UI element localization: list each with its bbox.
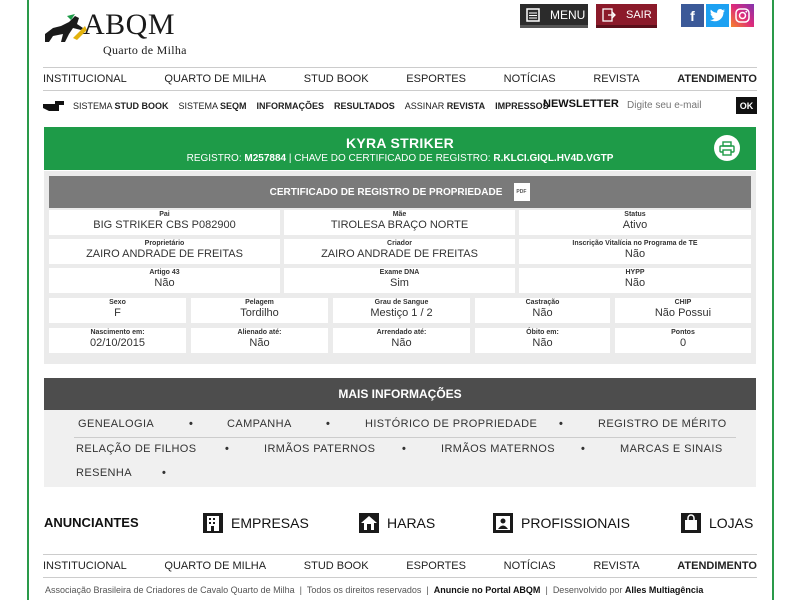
footer-dev-link[interactable]: Alles Multiagência [624, 585, 704, 595]
nav-stud-book[interactable]: STUD BOOK [303, 73, 369, 85]
footer-copy: Associação Brasileira de Criadores de Cavalo Quarto de Milha [45, 585, 295, 595]
advertiser-empresas[interactable] [203, 513, 309, 533]
logout-label: SAIR [626, 8, 652, 21]
field-label: Criador [387, 240, 412, 247]
advertiser-label: LOJAS [709, 515, 754, 531]
link-relacao-filhos[interactable]: RELAÇÃO DE FILHOS [76, 443, 197, 455]
field-label: Arrendado até: [376, 329, 427, 336]
separator-dot: • [189, 418, 193, 430]
separator-dot: • [581, 443, 585, 455]
nav-institucional[interactable]: INSTITUCIONAL [43, 73, 127, 85]
field-status [519, 210, 751, 235]
subnav-bold: RESULTADOS [334, 101, 395, 111]
field-value: Não [391, 337, 412, 349]
field-value: Não [624, 248, 646, 260]
field-label: HYPP [625, 269, 645, 276]
subnav-sistema-stud-book[interactable] [73, 101, 169, 111]
field-label: Artigo 43 [149, 269, 180, 276]
logo-subtitle: Quarto de Milha [103, 43, 187, 57]
links-divider [74, 437, 736, 438]
pointing-hand-icon [43, 100, 65, 112]
professional-icon [493, 513, 513, 533]
chave-value: R.KLCI.GIQL.HV4D.VGTP [493, 153, 614, 164]
nav-atendimento[interactable]: ATENDIMENTO [677, 73, 757, 85]
link-irmaos-paternos[interactable]: IRMÃOS PATERNOS [264, 443, 376, 455]
subnav-assinar-revista[interactable] [405, 101, 485, 111]
nav-revista[interactable]: REVISTA [593, 560, 640, 572]
field-label: Proprietário [144, 240, 185, 247]
field-criador [284, 239, 515, 264]
field-exame-dna [284, 268, 515, 293]
building-icon [203, 513, 223, 533]
link-irmaos-maternos[interactable]: IRMÃOS MATERNOS [441, 443, 555, 455]
field-pelagem [191, 298, 328, 323]
footer-separator: | [426, 585, 429, 595]
nav-quarto-de-milha[interactable]: QUARTO DE MILHA [164, 560, 267, 572]
field-arrendado [333, 328, 470, 353]
field-proprietario [49, 239, 280, 264]
nav-esportes[interactable]: ESPORTES [406, 73, 466, 85]
footer-nav [43, 554, 757, 578]
pdf-download-icon[interactable] [514, 183, 530, 201]
field-label: Mãe [392, 211, 407, 218]
field-grau-de-sangue [333, 298, 470, 323]
field-label: Grau de Sangue [374, 299, 429, 306]
field-label: Pontos [671, 329, 695, 336]
logo-brand: ABQM [83, 8, 176, 41]
logout-button[interactable] [596, 4, 657, 28]
links-row [44, 418, 756, 438]
field-value: Mestiço 1 / 2 [370, 307, 433, 319]
animal-title-bar [44, 127, 756, 170]
printer-icon [719, 141, 735, 156]
field-value: Não [624, 277, 646, 289]
horse-logo-icon [43, 12, 87, 44]
pdf-label: PDF [516, 189, 527, 195]
field-label: Pai [159, 211, 170, 218]
links-row [44, 443, 756, 463]
field-value: 0 [679, 337, 687, 349]
subnav-informacoes[interactable] [257, 101, 325, 111]
footer-anuncie-link[interactable]: Anuncie no Portal ABQM [433, 585, 541, 595]
facebook-icon[interactable]: f [681, 4, 704, 27]
field-value: Não Possui [654, 307, 712, 319]
nav-stud-book[interactable]: STUD BOOK [303, 560, 369, 572]
field-hypp [519, 268, 751, 293]
field-value: BIG STRIKER CBS P082900 [93, 219, 236, 231]
certificate-title: CERTIFICADO DE REGISTRO DE PROPRIEDADE [269, 186, 503, 198]
registration-line [44, 153, 756, 164]
field-pai [49, 210, 280, 235]
field-nascimento [49, 328, 186, 353]
footer-dev-prefix: Desenvolvido por [552, 585, 623, 595]
subnav-bold: IMPRESSOS [495, 101, 549, 111]
field-obito [475, 328, 610, 353]
field-label: Exame DNA [379, 269, 420, 276]
link-registro-merito[interactable]: REGISTRO DE MÉRITO [598, 418, 727, 430]
footer-separator: | [545, 585, 548, 595]
subnav-bold: SEQM [220, 101, 247, 111]
menu-label: MENU [550, 7, 586, 22]
link-genealogia[interactable]: GENEALOGIA [78, 418, 155, 430]
separator-dot: • [326, 418, 330, 430]
subnav-sistema-seqm[interactable] [179, 101, 247, 111]
links-row [44, 467, 756, 487]
field-pontos [615, 328, 751, 353]
advertiser-label: HARAS [387, 515, 436, 531]
field-value: Não [532, 337, 553, 349]
advertiser-label: PROFISSIONAIS [521, 515, 630, 531]
field-label: Nascimento em: [90, 329, 145, 336]
field-label: Status [624, 211, 646, 218]
nav-quarto-de-milha[interactable]: QUARTO DE MILHA [164, 73, 267, 85]
field-label: Óbito em: [526, 329, 559, 336]
advertiser-haras[interactable] [359, 513, 435, 533]
newsletter-label: NEWSLETTER [543, 98, 619, 110]
separator-dot: • [225, 443, 229, 455]
newsletter-ok-button[interactable]: OK [736, 97, 757, 114]
field-value: Não [249, 337, 270, 349]
link-historico-propriedade[interactable]: HISTÓRICO DE PROPRIEDADE [365, 418, 538, 430]
field-value: Não [154, 277, 175, 289]
field-artigo-43 [49, 268, 280, 293]
print-button[interactable] [714, 135, 740, 161]
nav-institucional[interactable]: INSTITUCIONAL [43, 560, 127, 572]
field-value: Tordilho [240, 307, 279, 319]
field-inscricao-vitalicia [519, 239, 751, 264]
field-value: Não [532, 307, 553, 319]
certificate-panel [44, 171, 756, 364]
certificate-header [49, 176, 751, 208]
field-alienado [191, 328, 328, 353]
field-value: Ativo [622, 219, 648, 231]
right-border [772, 0, 800, 600]
separator-dot: • [162, 467, 166, 479]
separator-dot: • [402, 443, 406, 455]
footer-rights: Todos os direitos reservados [306, 585, 422, 595]
field-value: 02/10/2015 [89, 337, 146, 349]
advertiser-lojas[interactable] [681, 513, 753, 533]
advertiser-profissionais[interactable] [493, 513, 630, 533]
nav-atendimento[interactable]: ATENDIMENTO [677, 560, 757, 572]
field-label: CHIP [674, 299, 692, 306]
anunciantes-title: ANUNCIANTES [44, 515, 139, 530]
link-campanha[interactable]: CAMPANHA [227, 418, 292, 430]
menu-icon [526, 8, 540, 22]
footer-text [45, 585, 703, 595]
main-nav [43, 67, 757, 91]
field-label: Pelagem [245, 299, 274, 306]
field-value: TIROLESA BRAÇO NORTE [330, 219, 469, 231]
newsletter-email-input[interactable] [627, 97, 731, 113]
footer-separator: | [299, 585, 302, 595]
nav-noticias[interactable]: NOTÍCIAS [503, 73, 556, 85]
subnav-prefix: SISTEMA [73, 101, 115, 111]
advertiser-label: EMPRESAS [231, 515, 309, 531]
subnav-bold: STUD BOOK [114, 101, 169, 111]
shopping-bag-icon [681, 513, 701, 533]
separator-dot: • [559, 418, 563, 430]
nav-revista[interactable]: REVISTA [593, 73, 640, 85]
subnav-prefix: SISTEMA [178, 101, 221, 111]
subnav-bold: INFORMAÇÕES [256, 101, 325, 111]
abqm-logo[interactable] [43, 6, 203, 58]
link-marcas-sinais[interactable]: MARCAS E SINAIS [620, 443, 723, 455]
field-label: Alienado até: [237, 329, 282, 336]
subnav-prefix: ASSINAR [404, 101, 447, 111]
subnav-impressos[interactable] [495, 101, 549, 111]
twitter-icon[interactable] [706, 4, 729, 27]
animal-name: KYRA STRIKER [345, 135, 455, 151]
link-resenha[interactable]: RESENHA [76, 467, 132, 479]
left-border [0, 0, 29, 600]
subnav-bold: REVISTA [446, 101, 486, 111]
registro-label: REGISTRO: [186, 153, 242, 164]
registro-value: M257884 [244, 153, 287, 164]
menu-button[interactable] [520, 4, 588, 28]
nav-esportes[interactable]: ESPORTES [406, 560, 466, 572]
instagram-icon[interactable] [731, 4, 754, 27]
mais-informacoes-header: MAIS INFORMAÇÕES [44, 378, 756, 410]
chave-label: | CHAVE DO CERTIFICADO DE REGISTRO: [288, 153, 491, 164]
nav-noticias[interactable]: NOTÍCIAS [503, 560, 556, 572]
page [29, 0, 771, 600]
field-label: Sexo [109, 299, 126, 306]
logout-icon [602, 8, 616, 22]
field-label: Inscrição Vitalícia no Programa de TE [572, 240, 698, 247]
field-value: ZAIRO ANDRADE DE FREITAS [86, 248, 243, 260]
field-mae [284, 210, 515, 235]
mais-informacoes-links [44, 410, 756, 487]
field-castracao [475, 298, 610, 323]
field-label: Castração [525, 299, 560, 306]
field-value: Sim [390, 277, 409, 289]
subnav-resultados[interactable] [334, 101, 395, 111]
field-value: ZAIRO ANDRADE DE FREITAS [321, 248, 478, 260]
field-chip [615, 298, 751, 323]
barn-icon [359, 513, 379, 533]
field-sexo [49, 298, 186, 323]
field-value: F [114, 307, 121, 319]
